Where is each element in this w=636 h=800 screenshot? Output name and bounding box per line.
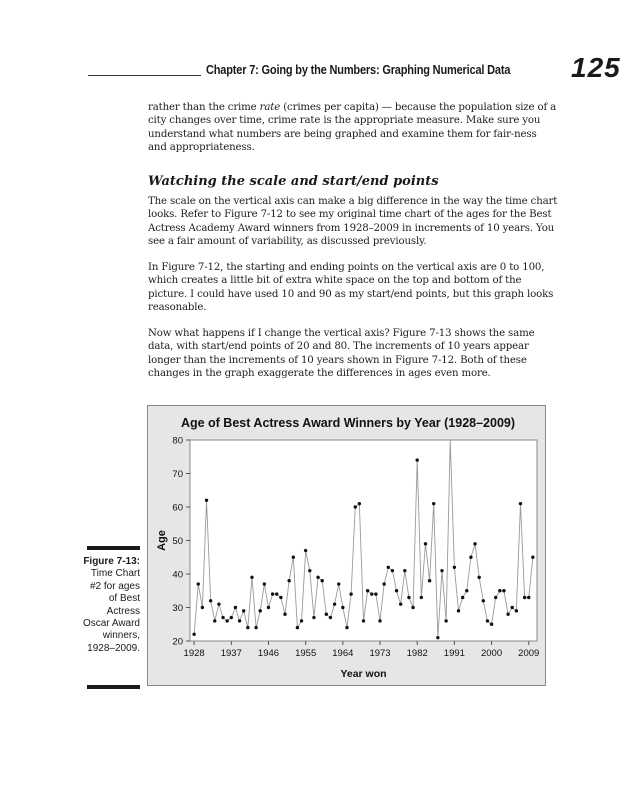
data-point bbox=[358, 502, 361, 505]
data-point bbox=[201, 606, 204, 609]
data-point bbox=[477, 576, 480, 579]
data-point bbox=[254, 626, 257, 629]
paragraph-2-text: The scale on the vertical axis can make a big difference in the way the time chart looks. Refer to Figure 7-12 to see my original time chart of the ages for the Best Actress Academy Award winners from 1928–2009 in increments of 10 years. You see a fair amount of variability, as discussed previously. bbox=[148, 196, 558, 248]
data-point bbox=[482, 599, 485, 602]
data-point bbox=[312, 616, 315, 619]
x-tick-label: 1973 bbox=[369, 648, 391, 659]
y-tick-label: 60 bbox=[172, 502, 183, 514]
data-point bbox=[494, 596, 497, 599]
caption-rule-bottom bbox=[87, 685, 140, 689]
data-point bbox=[527, 596, 530, 599]
data-point bbox=[217, 602, 220, 605]
data-point bbox=[192, 633, 195, 636]
data-point bbox=[354, 505, 357, 508]
y-axis bbox=[172, 436, 190, 648]
data-point bbox=[349, 592, 352, 595]
data-point bbox=[329, 616, 332, 619]
data-point bbox=[403, 569, 406, 572]
paragraph-1-text-b: (crimes per capita) — because the population size of a city changes over time, crime rate is the appropriate measure. Make sure you understand what numbers are being graphed and examine them for fair-ness and appropriateness. bbox=[148, 102, 557, 154]
y-axis-label: Age bbox=[156, 530, 168, 551]
data-point bbox=[511, 606, 514, 609]
data-point bbox=[428, 579, 431, 582]
data-point bbox=[209, 599, 212, 602]
data-point bbox=[378, 619, 381, 622]
x-tick-label: 1982 bbox=[406, 648, 428, 659]
x-tick-label: 1964 bbox=[332, 648, 354, 659]
data-point bbox=[395, 589, 398, 592]
data-point bbox=[490, 623, 493, 626]
data-point bbox=[300, 619, 303, 622]
x-tick-label: 1928 bbox=[183, 648, 205, 659]
data-point bbox=[308, 569, 311, 572]
data-point bbox=[523, 596, 526, 599]
header-rule bbox=[88, 75, 201, 76]
data-point bbox=[271, 592, 274, 595]
y-tick-label: 50 bbox=[172, 536, 183, 547]
data-point bbox=[370, 592, 373, 595]
data-point bbox=[457, 609, 460, 612]
data-point bbox=[411, 606, 414, 609]
data-point bbox=[246, 626, 249, 629]
data-point bbox=[341, 606, 344, 609]
caption-rule-top bbox=[87, 546, 140, 550]
x-tick-label: 1946 bbox=[257, 648, 280, 659]
section-heading: Watching the scale and start/end points bbox=[148, 174, 439, 189]
figure-label: Figure 7-13: bbox=[83, 556, 140, 567]
data-point bbox=[337, 582, 340, 585]
data-point bbox=[345, 626, 348, 629]
time-chart bbox=[148, 406, 545, 685]
paragraph-2 bbox=[148, 195, 558, 249]
data-point bbox=[432, 502, 435, 505]
data-point bbox=[515, 609, 518, 612]
data-point bbox=[366, 589, 369, 592]
paragraph-4-text: Now what happens if I change the vertical axis? Figure 7-13 shows the same data, with start/end points of 20 and 80. The increments of 10 years appear longer than the increments of 10 years shown in Figure 7-12. Both of these changes in the graph exaggerate the differences in ages even more. bbox=[148, 328, 535, 380]
figure-caption bbox=[80, 556, 140, 655]
paragraph-3-text: In Figure 7-12, the starting and ending points on the vertical axis are 0 to 100, which creates a little bit of extra white space on the top and bottom of the picture. I could have used 10 and 90 as my start/end points, but this graph looks reasonable. bbox=[148, 262, 554, 314]
page-number: 125 bbox=[571, 52, 621, 83]
y-tick-label: 70 bbox=[172, 469, 183, 480]
data-point bbox=[250, 576, 253, 579]
paragraph-1 bbox=[148, 101, 558, 155]
data-point bbox=[279, 596, 282, 599]
data-point bbox=[221, 616, 224, 619]
x-tick-label: 1937 bbox=[220, 648, 242, 659]
data-point bbox=[465, 589, 468, 592]
paragraph-4 bbox=[148, 327, 558, 381]
figure-caption-text: Time Chart #2 for ages of Best Actress Oscar Award winners, 1928–2009. bbox=[82, 568, 140, 654]
data-point bbox=[296, 626, 299, 629]
x-axis-label: Year won bbox=[340, 668, 387, 680]
data-point bbox=[444, 619, 447, 622]
paragraph-3 bbox=[148, 261, 558, 315]
data-point bbox=[287, 579, 290, 582]
data-point bbox=[267, 606, 270, 609]
chart-title: Age of Best Actress Award Winners by Year (1928–2009) bbox=[180, 416, 516, 430]
data-point bbox=[225, 619, 228, 622]
data-point bbox=[316, 576, 319, 579]
data-point bbox=[325, 613, 328, 616]
data-point bbox=[238, 619, 241, 622]
paragraph-1-text-a: rather than the crime bbox=[148, 102, 260, 113]
data-point bbox=[213, 619, 216, 622]
data-point bbox=[440, 569, 443, 572]
y-tick-label: 20 bbox=[172, 636, 183, 648]
data-point bbox=[486, 619, 489, 622]
data-point bbox=[320, 579, 323, 582]
data-point bbox=[407, 596, 410, 599]
y-tick-label: 40 bbox=[172, 569, 183, 581]
data-point bbox=[387, 566, 390, 569]
x-tick-label: 1955 bbox=[295, 648, 317, 659]
data-point bbox=[424, 542, 427, 545]
data-point bbox=[230, 616, 233, 619]
data-point bbox=[461, 596, 464, 599]
data-point bbox=[197, 582, 200, 585]
y-tick-label: 30 bbox=[172, 603, 183, 614]
data-point bbox=[498, 589, 501, 592]
data-point bbox=[436, 636, 439, 639]
data-point bbox=[292, 556, 295, 559]
figure-panel bbox=[147, 405, 546, 686]
data-point bbox=[304, 549, 307, 552]
data-point bbox=[531, 556, 534, 559]
data-point bbox=[263, 582, 266, 585]
data-point bbox=[519, 502, 522, 505]
emphasis-rate: rate bbox=[259, 102, 281, 113]
data-point bbox=[259, 609, 262, 612]
running-head: Chapter 7: Going by the Numbers: Graphing Numerical Data bbox=[206, 63, 511, 77]
data-point bbox=[374, 592, 377, 595]
data-point bbox=[391, 569, 394, 572]
x-tick-label: 2000 bbox=[480, 648, 503, 659]
data-point bbox=[420, 596, 423, 599]
data-point bbox=[473, 542, 476, 545]
data-point bbox=[382, 582, 385, 585]
x-axis bbox=[184, 641, 540, 659]
data-point bbox=[453, 566, 456, 569]
x-tick-label: 1991 bbox=[443, 648, 465, 659]
data-point bbox=[502, 589, 505, 592]
data-point bbox=[506, 613, 509, 616]
data-point bbox=[205, 499, 208, 502]
data-point bbox=[242, 609, 245, 612]
x-tick-label: 2009 bbox=[518, 648, 540, 659]
data-point bbox=[362, 619, 365, 622]
data-point bbox=[275, 592, 278, 595]
data-point bbox=[234, 606, 237, 609]
data-point bbox=[469, 556, 472, 559]
data-point bbox=[416, 458, 419, 461]
y-tick-label: 80 bbox=[172, 435, 183, 447]
data-point bbox=[399, 602, 402, 605]
data-point bbox=[283, 613, 286, 616]
data-point bbox=[333, 602, 336, 605]
